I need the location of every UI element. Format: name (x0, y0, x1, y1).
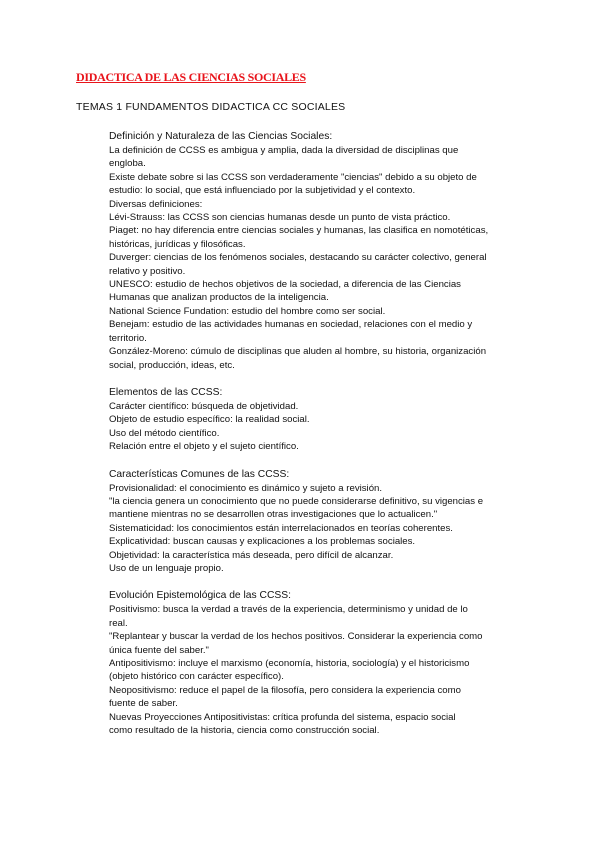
section-evolucion (109, 589, 529, 737)
paragraph-line: Uso del método científico. (109, 427, 220, 439)
paragraph-line: estudio: lo social, que está influenciado por la subjetividad y el contexto. (109, 185, 416, 197)
paragraph-line: UNESCO: estudio de hechos objetivos de la sociedad, a diferencia de las Ciencias (109, 279, 461, 291)
paragraph-line: Benejam: estudio de las actividades humanas en sociedad, relaciones con el medio y (109, 319, 473, 331)
paragraph-line: como resultado de la historia, ciencia como construcción social. (109, 725, 380, 737)
paragraph-line: Lévi-Strauss: las CCSS son ciencias humanas desde un punto de vista práctico. (109, 212, 451, 224)
paragraph-line: Antipositivismo: incluye el marxismo (economía, historia, sociología) y el historicismo (109, 658, 470, 669)
section-definicion (109, 130, 529, 372)
paragraph-line: real. (109, 617, 128, 629)
section-heading: Definición y Naturaleza de las Ciencias Sociales: (109, 131, 333, 142)
paragraph-line: históricas, jurídicas y filosóficas. (109, 238, 246, 250)
paragraph-line: relativo y positivo. (109, 265, 186, 277)
paragraph-line: Piaget: no hay diferencia entre ciencias sociales y humanas, las clasifica en nomotéticas, (109, 225, 489, 237)
paragraph-line: engloba. (109, 158, 146, 170)
paragraph-line: National Science Fundation: estudio del hombre como ser social. (109, 305, 386, 317)
paragraph-line: Explicatividad: buscan causas y explicaciones a los problemas sociales. (109, 536, 416, 548)
paragraph-line: social, producción, ideas, etc. (109, 359, 235, 371)
paragraph-line: "Replantear y buscar la verdad de los hechos positivos. Considerar la experiencia como (109, 631, 483, 643)
paragraph-line: Nuevas Proyecciones Antipositivistas: crítica profunda del sistema, espacio social (109, 711, 456, 723)
paragraph-line: Provisionalidad: el conocimiento es dinámico y sujeto a revisión. (109, 482, 383, 494)
paragraph-line: fuente de saber. (109, 698, 178, 710)
paragraph-line: Carácter científico: búsqueda de objetividad. (109, 400, 299, 412)
paragraph-line: La definición de CCSS es ambigua y amplia, dada la diversidad de disciplinas que (109, 145, 459, 156)
paragraph-line: Diversas definiciones: (109, 198, 203, 210)
paragraph-line: Objeto de estudio específico: la realidad social. (109, 414, 310, 426)
section-heading: Características Comunes de las CCSS: (109, 468, 290, 480)
paragraph-line: territorio. (109, 332, 147, 344)
paragraph-line: Existe debate sobre si las CCSS son verdaderamente "ciencias" debido a su objeto de (109, 171, 477, 183)
section-heading: Elementos de las CCSS: (109, 386, 223, 398)
paragraph-line: "la ciencia genera un conocimiento que no puede considerarse definitivo, su vigencias e (109, 495, 484, 507)
paragraph-line: Humanas que analizan productos de la inteligencia. (109, 292, 329, 304)
document-subtitle: TEMAS 1 FUNDAMENTOS DIDACTICA CC SOCIALES (76, 101, 346, 113)
paragraph-line: mantiene mientras no se desarrollen otras investigaciones que lo actualicen." (109, 509, 438, 521)
paragraph-line: Duverger: ciencias de los fenómenos sociales, destacando su carácter colectivo, general (109, 252, 487, 264)
paragraph-line: González-Moreno: cúmulo de disciplinas que aluden al hombre, su historia, organización (109, 346, 487, 358)
paragraph-line: Positivismo: busca la verdad a través de la experiencia, determinismo y unidad de lo (109, 604, 468, 616)
paragraph-line: (objeto histórico con carácter específico). (109, 671, 284, 683)
section-elementos (109, 386, 529, 454)
paragraph-line: Uso de un lenguaje propio. (109, 562, 224, 574)
paragraph-line: única fuente del saber." (109, 644, 209, 656)
section-heading: Evolución Epistemológica de las CCSS: (109, 590, 292, 602)
paragraph-line: Objetividad: la característica más deseada, pero difícil de alcanzar. (109, 549, 394, 561)
section-caracteristicas (109, 468, 529, 576)
paragraph-line: Relación entre el objeto y el sujeto científico. (109, 441, 299, 453)
document-body (109, 130, 529, 751)
paragraph-line: Neopositivismo: reduce el papel de la filosofía, pero considera la experiencia como (109, 684, 461, 696)
document-title: DIDACTICA DE LAS CIENCIAS SOCIALES (76, 70, 306, 84)
paragraph-line: Sistematicidad: los conocimientos están interrelacionados en teorías coherentes. (109, 522, 453, 534)
